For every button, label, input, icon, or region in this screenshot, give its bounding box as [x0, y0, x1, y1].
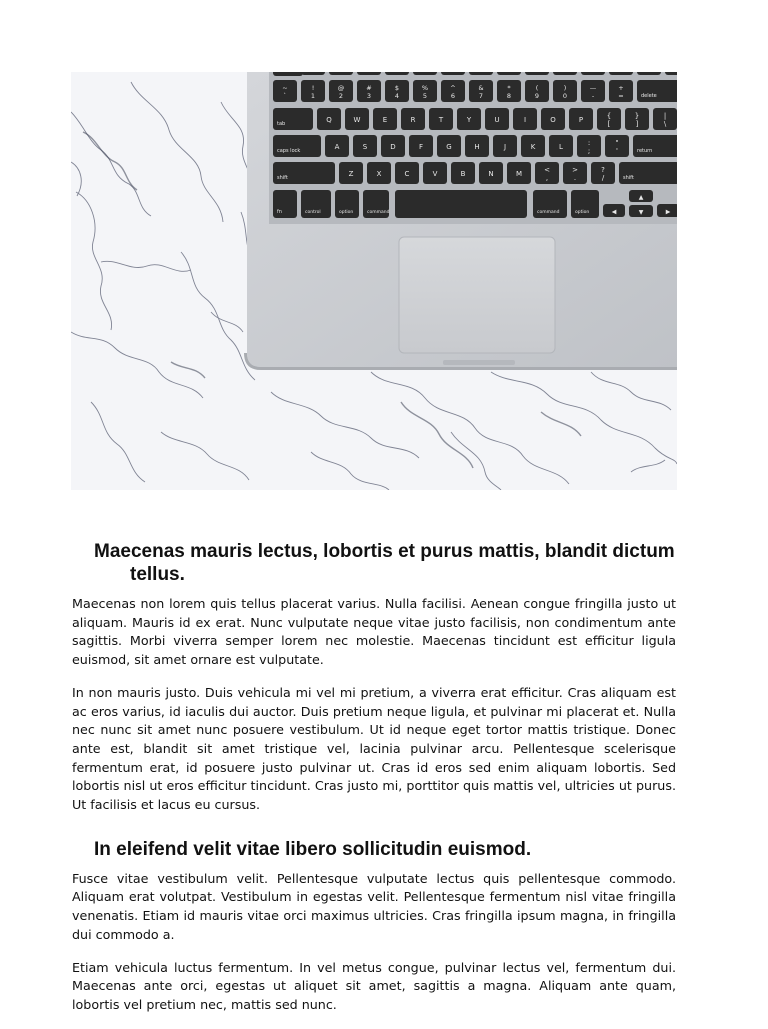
- paragraph: Fusce vitae vestibulum velit. Pellentesque vulputate lectus quis pellentesque commodo. Aliquam erat volutpat. Vestibulum in egestas velit. Pellentesque fermentum nisl vitae fringilla venenatis. Etiam id mauris vitae orci maximus ultricies. Cras fringilla ipsum magna, in fringilla dui commodo a.: [72, 870, 676, 942]
- keyboard-key: [497, 72, 521, 75]
- keyboard-key-label: R: [410, 116, 416, 124]
- keyboard-key-label: I: [523, 116, 527, 124]
- keyboard-key: [385, 72, 409, 75]
- keyboard-key-label: control: [305, 210, 321, 215]
- keyboard-key-label: command: [367, 210, 390, 215]
- keyboard-key-label: N: [488, 170, 494, 178]
- keyboard-key-label: ! 1: [310, 84, 316, 100]
- keyboard-key-label: command: [537, 210, 560, 215]
- keyboard-key-label: < ,: [544, 166, 550, 182]
- keyboard-key-label: S: [362, 143, 368, 151]
- keyboard-key: [395, 190, 527, 218]
- keyboard-key-label: V: [432, 170, 438, 178]
- keyboard-key: [665, 72, 677, 75]
- keyboard-key-label: : ;: [587, 139, 591, 155]
- keyboard-key-label: ◀: [611, 208, 617, 216]
- keyboard-key-label: ▶: [665, 208, 671, 216]
- keyboard-key-label: T: [438, 116, 444, 124]
- keyboard-key-label: delete: [641, 93, 657, 99]
- keyboard-key: [413, 72, 437, 75]
- keyboard-key-label: option: [575, 210, 590, 215]
- keyboard-key-label: ~ `: [282, 84, 288, 100]
- keyboard-key-label: ? /: [601, 166, 605, 182]
- keyboard-key-label: A: [334, 143, 340, 151]
- keyboard-key-label: W: [353, 116, 361, 124]
- keyboard-key-label: M: [515, 170, 523, 178]
- keyboard-key-label: return: [637, 148, 653, 154]
- keyboard-key: [301, 72, 325, 75]
- keyboard-key-label: G: [446, 143, 452, 151]
- keyboard-key-label: ( 9: [534, 84, 540, 100]
- keyboard-key-label: P: [578, 116, 584, 124]
- keyboard-key-label: C: [404, 170, 410, 178]
- keyboard-key-label: fn: [277, 209, 282, 215]
- keyboard-key: [609, 72, 633, 75]
- keyboard-key-label: } ]: [634, 112, 640, 128]
- section-heading: In eleifend velit vitae libero sollicitudin euismod.: [94, 838, 532, 860]
- keyboard-key-label: $ 4: [394, 84, 400, 100]
- paragraph: In non mauris justo. Duis vehicula mi vel mi pretium, a viverra erat efficitur. Cras aliquam est ac eros varius, id iaculis dui auctor. Duis pretium neque ligula, et pulvinar mi placerat et. Nulla nec nunc sit amet nunc posuere vestibulum. Ut id neque eget tortor mattis tristique. Donec ante est, blandit sit amet tristique vel, lacinia pulvinar arcu. Pellentesque scelerisque fermentum erat, id posuere justo pulvinar ut. Cras id eros sed enim aliquam lobortis. Sed lobortis nisl ut eros efficitur tincidunt. Cras justo mi, porttitor quis mattis vel, ultricies ut purus. Ut facilisis et lacus eu cursus.: [72, 684, 676, 813]
- keyboard-key: [329, 72, 353, 75]
- keyboard-key: [553, 72, 577, 75]
- paragraph: Etiam vehicula luctus fermentum. In vel metus congue, pulvinar lectus vel, fermentum dui. Maecenas ante orci, egestas ut aliquet sit amet, sagittis a magna. Aliquam ante quam, lobortis vel pretium nec, mattis sed nunc.: [72, 959, 676, 1012]
- keyboard-key-label: ▲: [638, 194, 644, 201]
- keyboard-key-label: D: [390, 143, 396, 151]
- keyboard-key-label: F: [418, 143, 424, 151]
- keyboard-key: [273, 72, 297, 75]
- keyboard-key-label: ^ 6: [450, 84, 456, 100]
- paragraph: Maecenas non lorem quis tellus placerat varius. Nulla facilisi. Aenean congue fringilla justo ut aliquam. Mauris id ex erat. Nunc vulputate neque vitae justo facilisis, non condimentum ante sagittis. Morbi viverra semper lorem nec molestie. Maecenas tincidunt est efficitur ligula euismod, sit amet ornare est vulputate.: [72, 596, 676, 668]
- trackpad: [399, 237, 555, 353]
- keyboard-key-label: H: [474, 143, 480, 151]
- section-heading: Maecenas mauris lectus, lobortis et purus mattis, blandit dictum tellus.: [94, 541, 675, 585]
- keyboard-key-label: & 7: [478, 84, 484, 100]
- keyboard-key: [441, 72, 465, 75]
- keyboard-key-label: shift: [623, 175, 634, 181]
- hero-image: [71, 72, 677, 490]
- keyboard-key-label: ) 0: [562, 84, 568, 100]
- keyboard-key-label: L: [559, 143, 563, 151]
- keyboard-key-label: E: [382, 116, 388, 124]
- keyboard-key-label: — -: [589, 84, 597, 100]
- keyboard-key-label: { [: [606, 112, 612, 128]
- keyboard-key-label: X: [376, 170, 382, 178]
- keyboard-key: [357, 72, 381, 75]
- keyboard-key-label: * 8: [506, 84, 512, 100]
- keyboard-key-label: Y: [466, 116, 472, 124]
- keyboard-key-label: > .: [572, 166, 578, 182]
- keyboard-key-label: ▼: [638, 209, 644, 216]
- keyboard-key: [525, 72, 549, 75]
- keyboard-key-label: Z: [348, 170, 354, 178]
- keyboard-key-label: Q: [326, 116, 332, 124]
- keyboard-key-label: @ 2: [337, 84, 345, 100]
- keyboard-key-label: K: [530, 143, 536, 151]
- keyboard-key: [637, 72, 661, 75]
- keyboard-key-label: | \: [663, 112, 667, 128]
- keyboard-key-label: option: [339, 210, 354, 215]
- keyboard-key-label: O: [550, 116, 556, 124]
- keyboard-key-label: % 5: [421, 84, 429, 100]
- keyboard-key-label: caps lock: [277, 148, 301, 154]
- article: [72, 540, 676, 1029]
- keyboard-key-label: U: [494, 116, 500, 124]
- keyboard-key-label: B: [460, 170, 466, 178]
- keyboard-key: [581, 72, 605, 75]
- keyboard-key-label: tab: [277, 121, 286, 127]
- keyboard-key-label: J: [503, 143, 507, 151]
- laptop-on-marble-illustration: [71, 72, 677, 490]
- keyboard-key-label: shift: [277, 175, 288, 181]
- keyboard-key-label: + =: [618, 84, 624, 100]
- keyboard-key: [469, 72, 493, 75]
- keyboard-key-label: # 3: [366, 84, 372, 100]
- keyboard-key-label: " ': [615, 139, 619, 155]
